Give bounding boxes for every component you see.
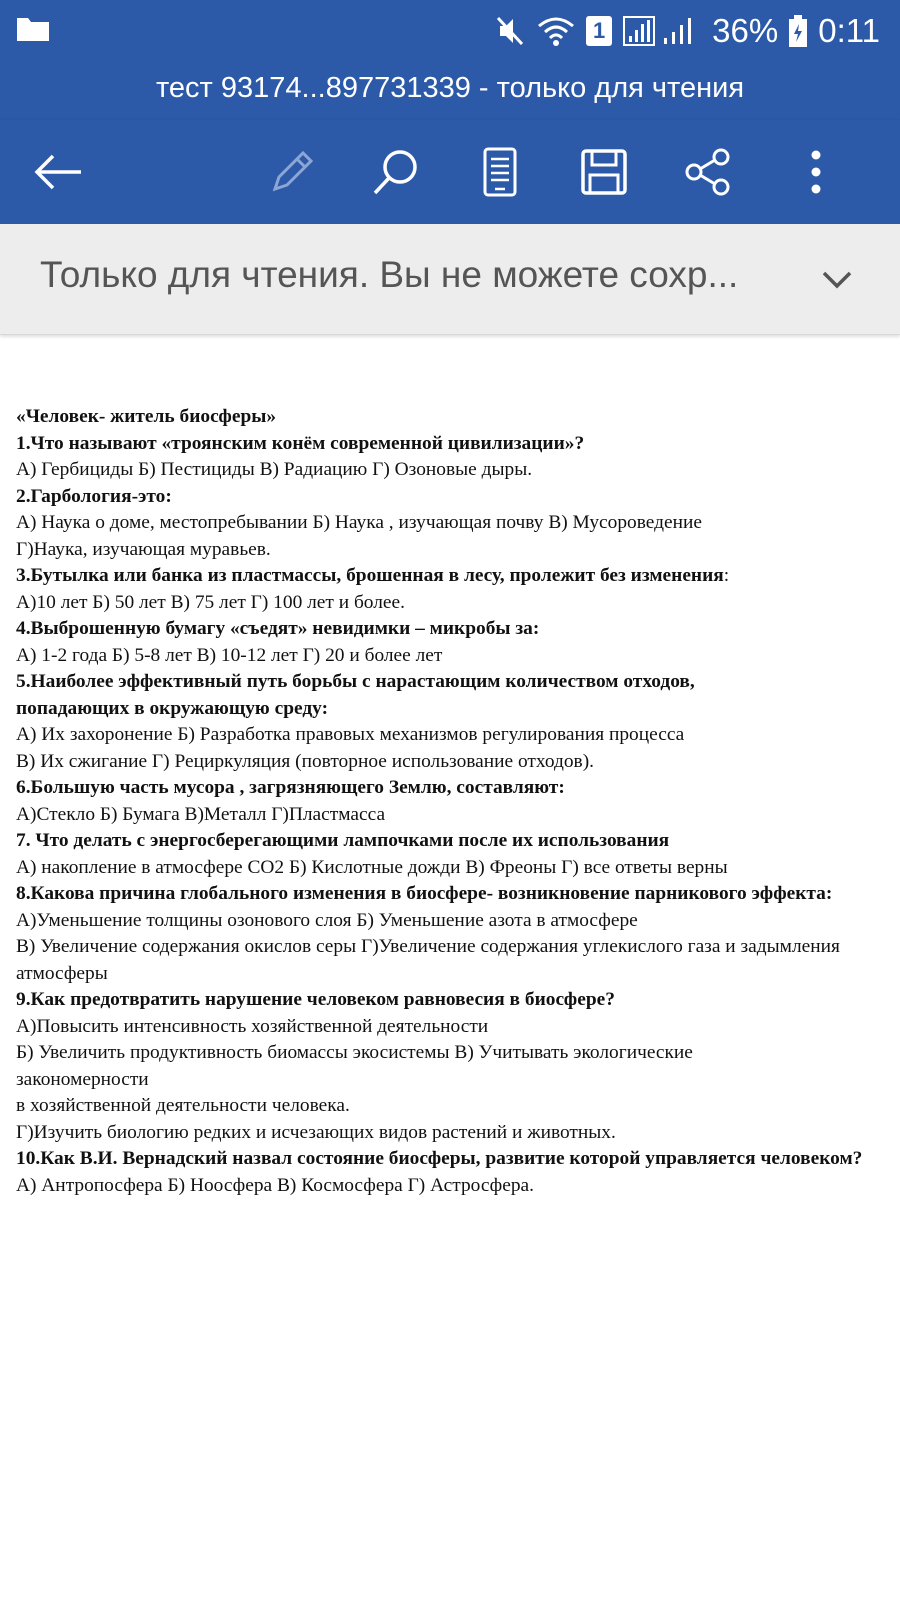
answers-4: А) 1-2 года Б) 5-8 лет В) 10-12 лет Г) 20 и более лет bbox=[16, 644, 443, 666]
question-7: 7. Что делать с энергосберегающими лампочками после их использования bbox=[16, 830, 670, 851]
save-button[interactable] bbox=[574, 142, 634, 202]
answers-2b: Г)Наука, изучающая муравьев. bbox=[16, 538, 271, 560]
question-6: 6.Большую часть мусора , загрязняющего Землю, составляют: bbox=[16, 777, 565, 798]
share-icon bbox=[683, 147, 733, 197]
question-1: 1.Что называют «троянским конём современной цивилизации»? bbox=[16, 432, 585, 454]
question-3: 3.Бутылка или банка из пластмассы, брошенная в лесу, пролежит без изменения bbox=[16, 565, 724, 586]
read-only-notice-banner[interactable] bbox=[0, 224, 900, 335]
wifi-icon bbox=[536, 14, 576, 48]
share-button[interactable] bbox=[678, 142, 738, 202]
question-2: 2.Гарбология-это: bbox=[16, 485, 172, 507]
document-title: тест 93174...897731339 - только для чтения bbox=[155, 72, 745, 104]
battery-icon bbox=[788, 14, 808, 48]
sim-badge-icon bbox=[586, 16, 612, 46]
sim-badge-number: 1 bbox=[593, 18, 606, 43]
save-icon bbox=[579, 147, 629, 197]
answers-3: А)10 лет Б) 50 лет В) 75 лет Г) 100 лет и более. bbox=[16, 591, 405, 613]
question-9: 9.Как предотвратить нарушение человеком равновесия в биосфере? bbox=[16, 989, 615, 1010]
back-button[interactable] bbox=[28, 142, 88, 202]
signal-icon bbox=[622, 14, 702, 48]
question-5: 5.Наиболее эффективный путь борьбы с нарастающим количеством отходов, попадающих в окружающую среду: bbox=[16, 671, 695, 719]
answers-9b: Б) Увеличить продуктивность биомассы экосистемы В) Учитывать экологические закономерности bbox=[16, 1042, 693, 1090]
answers-6: А)Стекло Б) Бумага В)Металл Г)Пластмасса bbox=[16, 803, 386, 825]
answers-10: А) Антропосфера Б) Ноосфера В) Космосфера Г) Астросфера. bbox=[16, 1174, 534, 1196]
back-arrow-icon bbox=[33, 152, 83, 192]
answers-5b: В) Их сжигание Г) Рециркуляция (повторное использование отходов). bbox=[16, 750, 595, 772]
answers-1: А) Гербициды Б) Пестициды В) Радиацию Г) Озоновые дыры. bbox=[16, 459, 533, 480]
answers-5a: А) Их захоронение Б) Разработка правовых механизмов регулирования процесса bbox=[16, 724, 685, 745]
status-bar bbox=[0, 0, 900, 62]
question-4: 4.Выброшенную бумагу «съедят» невидимки – микробы за: bbox=[16, 618, 540, 639]
more-options-button[interactable] bbox=[786, 142, 846, 202]
read-mode-icon bbox=[480, 146, 520, 198]
chevron-down-icon[interactable] bbox=[812, 254, 862, 304]
more-icon bbox=[806, 147, 826, 197]
edit-pencil-icon bbox=[267, 147, 317, 197]
read-only-notice-text: Только для чтения. Вы не можете сохр... bbox=[40, 254, 739, 295]
answers-9d: Г)Изучить биологию редких и исчезающих видов растений и животных. bbox=[16, 1121, 616, 1143]
answers-2a: А) Наука о доме, местопребывании Б) Наука , изучающая почву В) Мусороведение bbox=[16, 512, 702, 533]
search-icon bbox=[371, 147, 421, 197]
document-title-bar bbox=[0, 62, 900, 120]
edit-button[interactable] bbox=[262, 142, 322, 202]
question-10: 10.Как В.И. Вернадский назвал состояние биосферы, развитие которой управляется человеком? bbox=[16, 1148, 863, 1169]
question-8: 8.Какова причина глобального изменения в биосфере- возникновение парникового эффекта: bbox=[16, 883, 833, 904]
question-3-line bbox=[16, 563, 886, 590]
answers-9c: в хозяйственной деятельности человека. bbox=[16, 1095, 350, 1116]
document-heading: «Человек- житель биосферы» bbox=[16, 406, 277, 427]
answers-9a: А)Повысить интенсивность хозяйственной деятельности bbox=[16, 1015, 489, 1037]
mute-icon bbox=[494, 14, 526, 48]
clock: 0:11 bbox=[818, 12, 880, 49]
search-button[interactable] bbox=[366, 142, 426, 202]
question-3-colon: : bbox=[723, 565, 730, 586]
folder-icon bbox=[16, 14, 50, 42]
document-body bbox=[16, 404, 886, 1199]
battery-percent: 36% bbox=[712, 12, 779, 49]
answers-8a: А)Уменьшение толщины озонового слоя Б) Уменьшение азота в атмосфере bbox=[16, 909, 638, 931]
answers-8b: В) Увеличение содержания окислов серы Г)Увеличение содержания углекислого газа и задымления атмосферы bbox=[16, 936, 840, 984]
app-toolbar bbox=[0, 120, 900, 224]
answers-7: А) накопление в атмосфере CO2 Б) Кислотные дожди В) Фреоны Г) все ответы верны bbox=[16, 856, 728, 878]
read-mode-button[interactable] bbox=[470, 142, 530, 202]
